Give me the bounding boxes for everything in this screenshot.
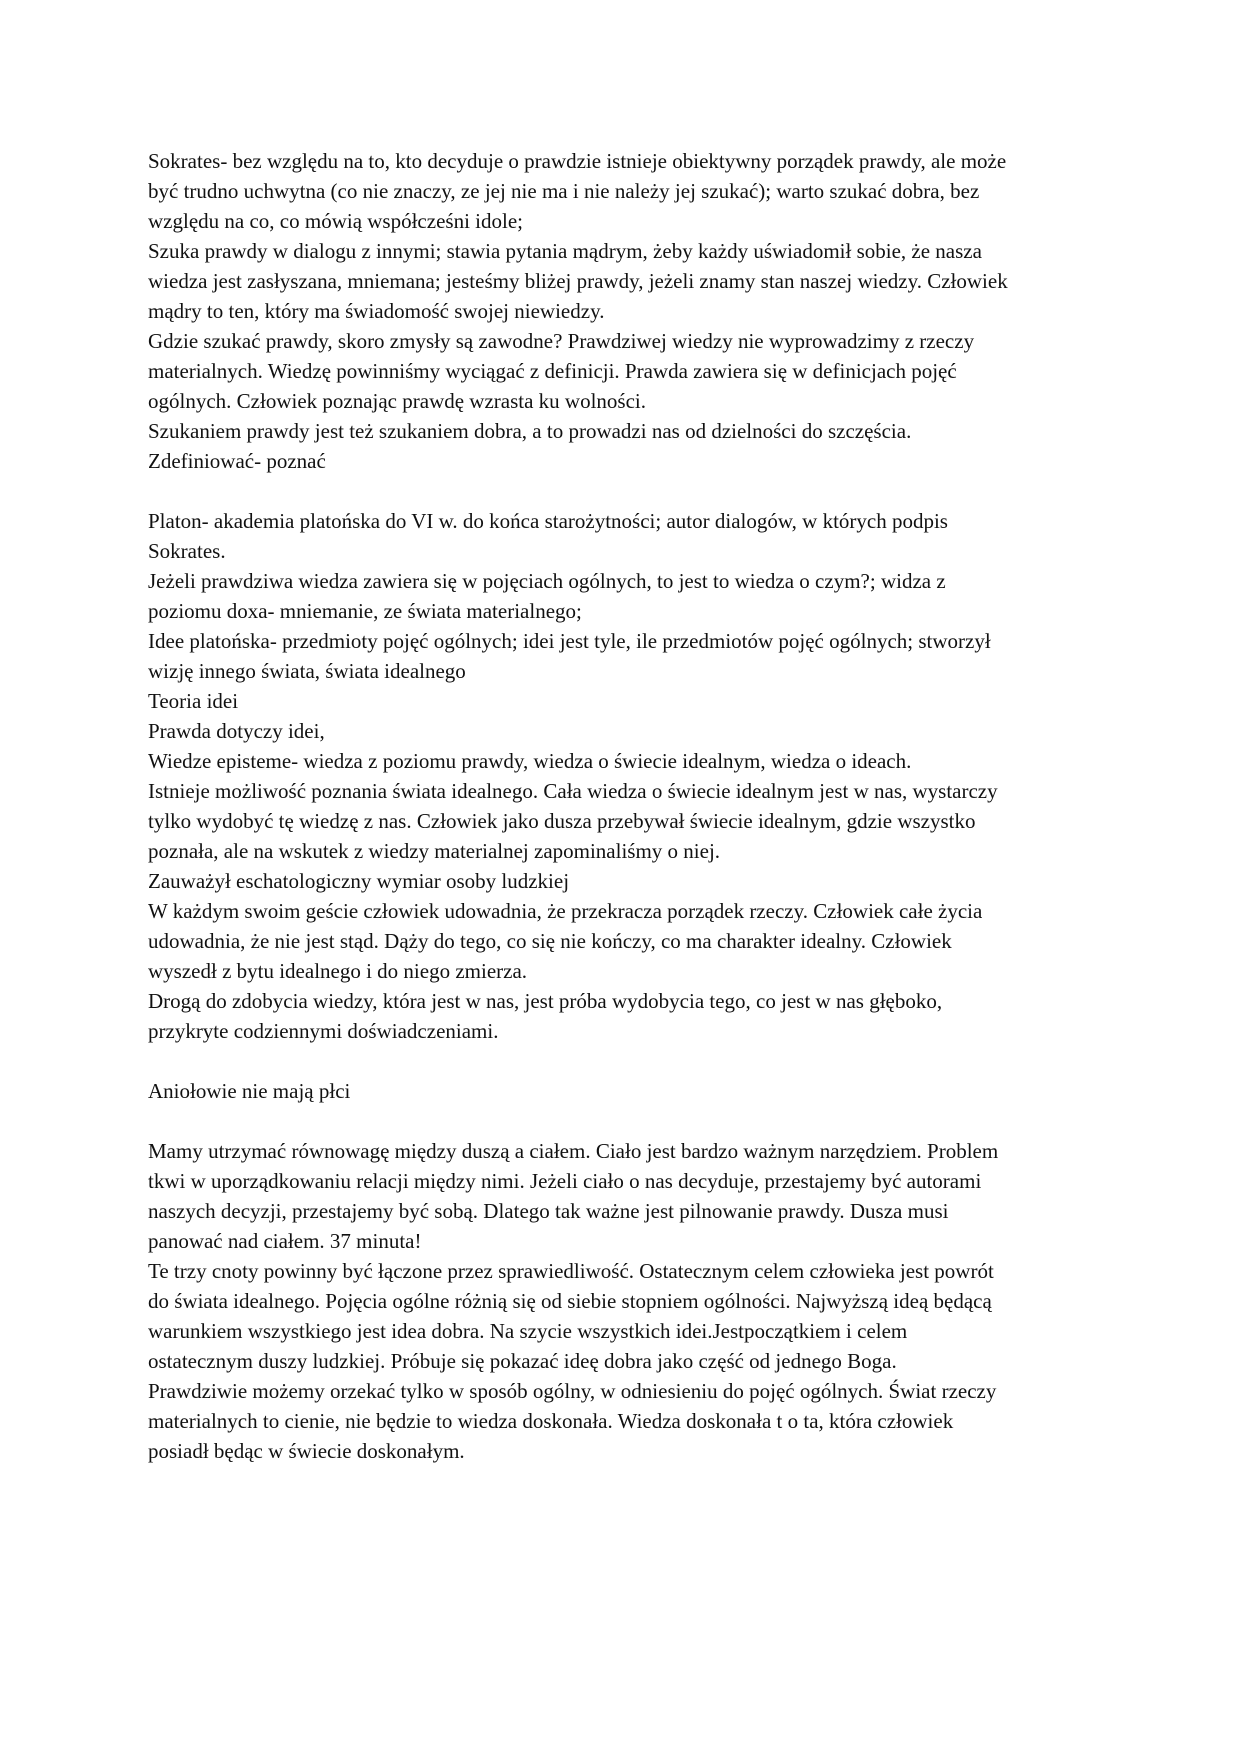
paragraph-gap <box>148 1046 1098 1076</box>
section-dusza <box>148 1136 1098 1466</box>
text-line: Mamy utrzymać równowagę między duszą a ciałem. Ciało jest bardzo ważnym narzędziem. Problem <box>148 1139 999 1163</box>
text-line: do świata idealnego. Pojęcia ogólne różnią się od siebie stopniem ogólności. Najwyższą ideą będącą <box>148 1289 992 1313</box>
text-line: materialnych. Wiedzę powinniśmy wyciągać z definicji. Prawda zawiera się w definicjach pojęć <box>148 359 957 383</box>
text-line: być trudno uchwytna (co nie znaczy, ze jej nie ma i nie należy jej szukać); warto szukać dobra, bez <box>148 179 980 203</box>
section-aniolowie <box>148 1076 1098 1106</box>
document-body <box>148 146 1098 1466</box>
text-line: naszych decyzji, przestajemy być sobą. Dlatego tak ważne jest pilnowanie prawdy. Dusza musi <box>148 1199 949 1223</box>
text-line: ostatecznym duszy ludzkiej. Próbuje się pokazać ideę dobra jako część od jednego Boga. <box>148 1349 897 1373</box>
text-line: Drogą do zdobycia wiedzy, która jest w nas, jest próba wydobycia tego, co jest w nas głęboko, <box>148 989 943 1013</box>
text-line: Te trzy cnoty powinny być łączone przez sprawiedliwość. Ostatecznym celem człowieka jest powrót <box>148 1259 994 1283</box>
text-line: Prawdziwie możemy orzekać tylko w sposób ogólny, w odniesieniu do pojęć ogólnych. Świat rzeczy <box>148 1379 997 1403</box>
text-line: Teoria idei <box>148 689 239 713</box>
text-line: Istnieje możliwość poznania świata idealnego. Cała wiedza o świecie idealnym jest w nas, wystarczy <box>148 779 998 803</box>
paragraph-gap <box>148 1106 1098 1136</box>
text-line: posiadł będąc w świecie doskonałym. <box>148 1439 465 1463</box>
text-line: ogólnych. Człowiek poznając prawdę wzrasta ku wolności. <box>148 389 647 413</box>
section-sokrates <box>148 146 1098 476</box>
text-line: poziomu doxa- mniemanie, ze świata materialnego; <box>148 599 582 623</box>
text-line: Szukaniem prawdy jest też szukaniem dobra, a to prowadzi nas od dzielności do szczęścia. <box>148 419 912 443</box>
text-line: Platon- akademia platońska do VI w. do końca starożytności; autor dialogów, w których podpis <box>148 509 948 533</box>
text-line: Sokrates. <box>148 539 226 563</box>
text-line: przykryte codziennymi doświadczeniami. <box>148 1019 499 1043</box>
text-line: Prawda dotyczy idei, <box>148 719 325 743</box>
text-line: względu na co, co mówią współcześni idole; <box>148 209 523 233</box>
text-line: Wiedze episteme- wiedza z poziomu prawdy, wiedza o świecie idealnym, wiedza o ideach. <box>148 749 912 773</box>
text-line: W każdym swoim geście człowiek udowadnia, że przekracza porządek rzeczy. Człowiek całe życia <box>148 899 983 923</box>
text-line: panować nad ciałem. 37 minuta! <box>148 1229 422 1253</box>
text-line: tkwi w uporządkowaniu relacji między nimi. Jeżeli ciało o nas decyduje, przestajemy być autorami <box>148 1169 982 1193</box>
text-line: warunkiem wszystkiego jest idea dobra. Na szycie wszystkich idei.Jestpoczątkiem i celem <box>148 1319 908 1343</box>
section-platon <box>148 506 1098 1046</box>
text-line: udowadnia, że nie jest stąd. Dąży do tego, co się nie kończy, co ma charakter idealny. Człowiek <box>148 929 952 953</box>
text-line: materialnych to cienie, nie będzie to wiedza doskonała. Wiedza doskonała t o ta, która człowiek <box>148 1409 954 1433</box>
text-line: tylko wydobyć tę wiedzę z nas. Człowiek jako dusza przebywał świecie idealnym, gdzie wszystko <box>148 809 976 833</box>
text-line: Aniołowie nie mają płci <box>148 1079 351 1103</box>
text-line: wizję innego świata, świata idealnego <box>148 659 466 683</box>
text-line: Idee platońska- przedmioty pojęć ogólnych; idei jest tyle, ile przedmiotów pojęć ogólnych; stworzył <box>148 629 991 653</box>
paragraph-gap <box>148 476 1098 506</box>
text-line: Sokrates- bez względu na to, kto decyduje o prawdzie istnieje obiektywny porządek prawdy, ale może <box>148 149 1007 173</box>
text-line: poznała, ale na wskutek z wiedzy materialnej zapominaliśmy o niej. <box>148 839 721 863</box>
text-line: wiedza jest zasłyszana, mniemana; jesteśmy bliżej prawdy, jeżeli znamy stan naszej wiedzy. Człowiek <box>148 269 1008 293</box>
text-line: Gdzie szukać prawdy, skoro zmysły są zawodne? Prawdziwej wiedzy nie wyprowadzimy z rzeczy <box>148 329 975 353</box>
text-line: wyszedł z bytu idealnego i do niego zmierza. <box>148 959 528 983</box>
text-line: mądry to ten, który ma świadomość swojej niewiedzy. <box>148 299 605 323</box>
text-line: Jeżeli prawdziwa wiedza zawiera się w pojęciach ogólnych, to jest to wiedza o czym?; widza z <box>148 569 946 593</box>
text-line: Szuka prawdy w dialogu z innymi; stawia pytania mądrym, żeby każdy uświadomił sobie, że nasza <box>148 239 982 263</box>
text-line: Zdefiniować- poznać <box>148 449 326 473</box>
text-line: Zauważył eschatologiczny wymiar osoby ludzkiej <box>148 869 570 893</box>
